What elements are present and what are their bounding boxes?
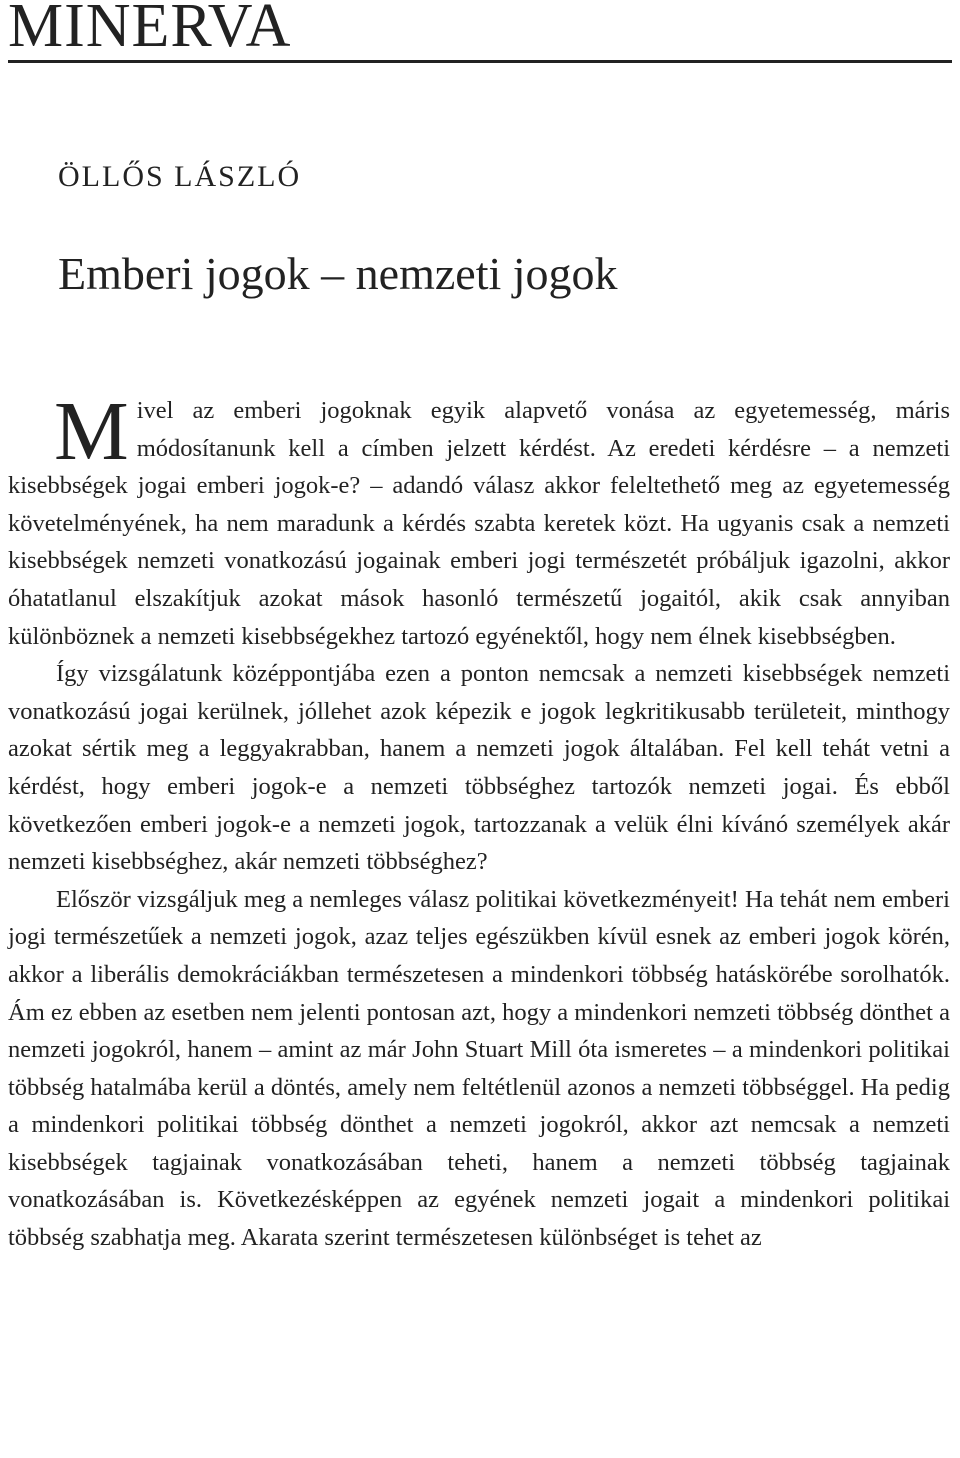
dropcap-letter: M bbox=[54, 385, 129, 478]
journal-header bbox=[8, 0, 952, 58]
article-author: ÖLLŐS LÁSZLÓ bbox=[58, 160, 302, 193]
header-rule bbox=[8, 60, 952, 63]
paragraph-3: Először vizsgáljuk meg a nemleges válasz politikai következményeit! Ha tehát nem emberi jogi természetűek a nemzeti jogok, azaz teljes egészükben kívül esnek az emberi jogok körén, akkor a liberális demokráciákban természetesen a mindenkori többség hatáskörébe sorolhatók. Ám ez ebben az esetben nem jelenti pontosan azt, hogy a mindenkori nemzeti többség dönthet a nemzeti jogokról, hanem – amint az már John Stuart Mill óta ismeretes – a mindenkori politikai többség hatalmába kerül a döntés, amely nem feltétlenül azonos a nemzeti többséggel. Ha pedig a mindenkori politikai többség dönthet a nemzeti jogokról, akkor azt nemcsak a nemzeti kisebbségek tagjainak vonatkozásában teheti, hanem a nemzeti többség tagjainak vonatkozásában is. Következésképpen az egyének nemzeti jogait a mindenkori politikai többség szabhatja meg. Akarata szerint természetesen különbséget is tehet az bbox=[8, 885, 950, 1252]
paragraph-1 bbox=[8, 385, 950, 655]
article-title: Emberi jogok – nemzeti jogok bbox=[58, 248, 618, 299]
paragraph-2: Így vizsgálatunk középpontjába ezen a ponton nemcsak a nemzeti kisebbségek nemzeti vonatkozású jogai kerülnek, jóllehet azok képezik e jogok legkritikusabb területeit, minthogy azokat sértik meg a leggyakrabban, hanem a nemzeti jogok általában. Fel kell tehát vetni a kérdést, hogy emberi jogok-e a nemzeti többséghez tartozók nemzeti jogai. És ebből következően emberi jogok-e a nemzeti jogok, tartozzanak a velük élni kívánó személyek akár nemzeti kisebbséghez, akár nemzeti többséghez? bbox=[8, 660, 950, 876]
article-body bbox=[8, 385, 950, 1257]
paragraph-1-text: ivel az emberi jogoknak egyik alapvető vonása az egyetemesség, máris módosítanunk kell a címben jelzett kérdést. Az eredeti kérdésre – a nemzeti kisebbségek jogai emberi jogok-e? – adandó válasz akkor feleltethető meg az egyetemesség követelményének, ha nem maradunk a kérdés szabta keretek közt. Ha ugyanis csak a nemzeti kisebbségek nemzeti vonatkozású jogainak emberi jogi természetét próbáljuk igazolni, akkor óhatatlanul elszakítjuk azokat mások hasonló természetű jogaitól, akik csak annyiban különböznek a nemzeti kisebbségekhez tartozó egyénektől, hogy nem élnek kisebbségben. bbox=[8, 397, 950, 650]
journal-name: MINERVA bbox=[8, 0, 292, 60]
